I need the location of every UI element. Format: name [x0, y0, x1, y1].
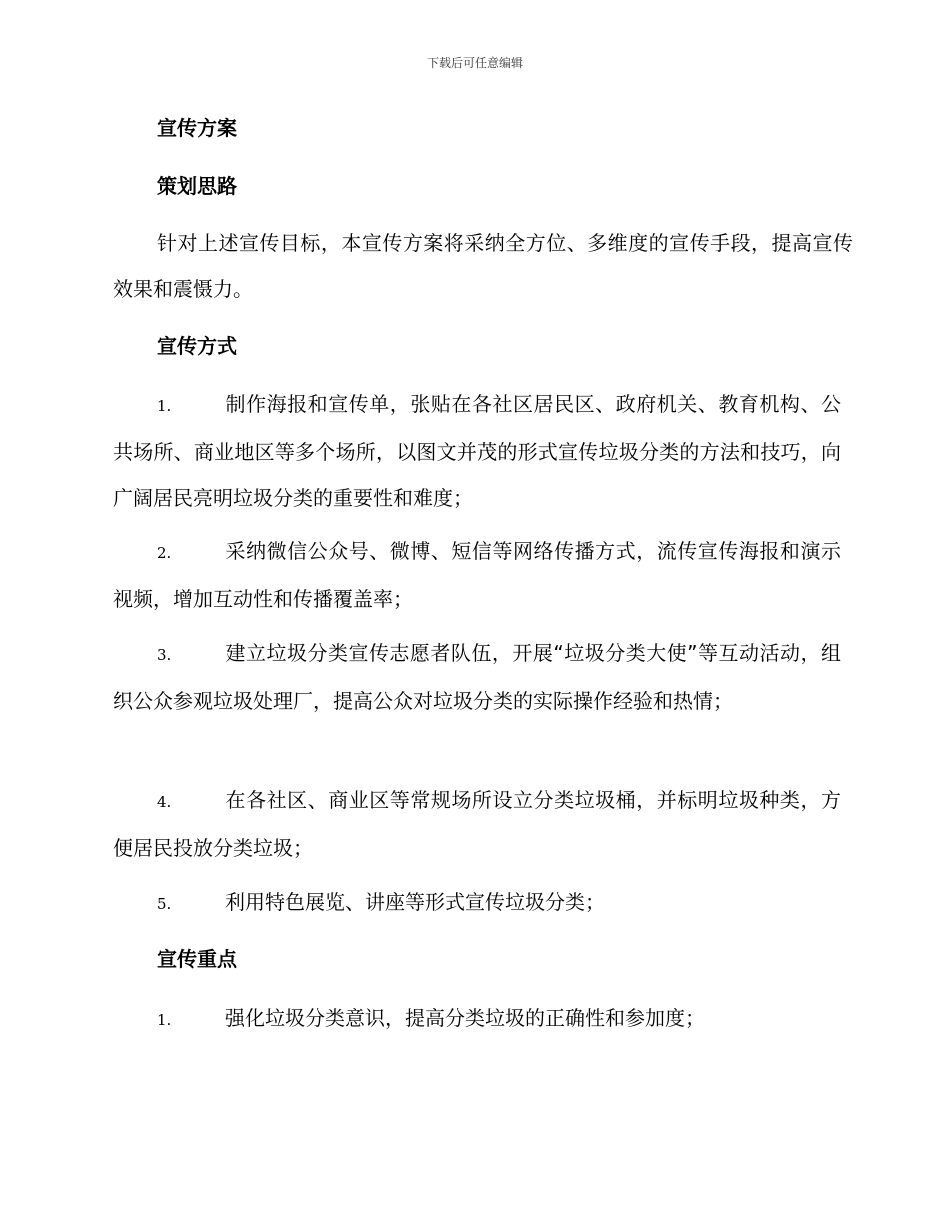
list-item-text: 建立垃圾分类宣传志愿者队伍，开展“垃圾分类大使”等互动活动，组织公众参观垃圾处理厂，提高公众对垃圾分类的实际操作经验和热情； [113, 641, 841, 713]
list-item-number: 1. [157, 1011, 172, 1029]
list-item [113, 630, 841, 724]
list-item [113, 777, 841, 871]
list-item-number: 4. [157, 793, 172, 811]
list-item-text: 强化垃圾分类意识，提高分类垃圾的正确性和参加度； [225, 1006, 705, 1030]
list-item [113, 995, 841, 1043]
list-item-number: 1. [157, 397, 172, 415]
list-item [113, 879, 841, 927]
list-item-number: 5. [157, 895, 172, 913]
list-item [113, 528, 841, 622]
planning-paragraph: 针对上述宣传目标，本宣传方案将采纳全方位、多维度的宣传手段，提高宣传效果和震慑力。 [113, 231, 853, 301]
list-item-number: 3. [157, 646, 172, 664]
document-title: 宣传方案 [157, 116, 237, 140]
section-heading-focus: 宣传重点 [157, 947, 237, 971]
section-heading-methods: 宣传方式 [157, 334, 237, 358]
section-heading-planning: 策划思路 [157, 174, 237, 198]
list-item [113, 381, 841, 521]
list-item-text: 采纳微信公众号、微博、短信等网络传播方式，流传宣传海报和演示视频，增加互动性和传播覆盖率； [113, 539, 841, 611]
list-item-text: 利用特色展览、讲座等形式宣传垃圾分类； [225, 890, 605, 914]
list-item-text: 制作海报和宣传单，张贴在各社区居民区、政府机关、教育机构、公共场所、商业地区等多个场所，以图文并茂的形式宣传垃圾分类的方法和技巧，向广阔居民亮明垃圾分类的重要性和难度； [113, 392, 841, 510]
list-item-text: 在各社区、商业区等常规场所设立分类垃圾桶，并标明垃圾种类，方便居民投放分类垃圾； [113, 788, 841, 860]
header-note: 下载后可任意编辑 [426, 56, 523, 70]
list-item-number: 2. [157, 544, 172, 562]
